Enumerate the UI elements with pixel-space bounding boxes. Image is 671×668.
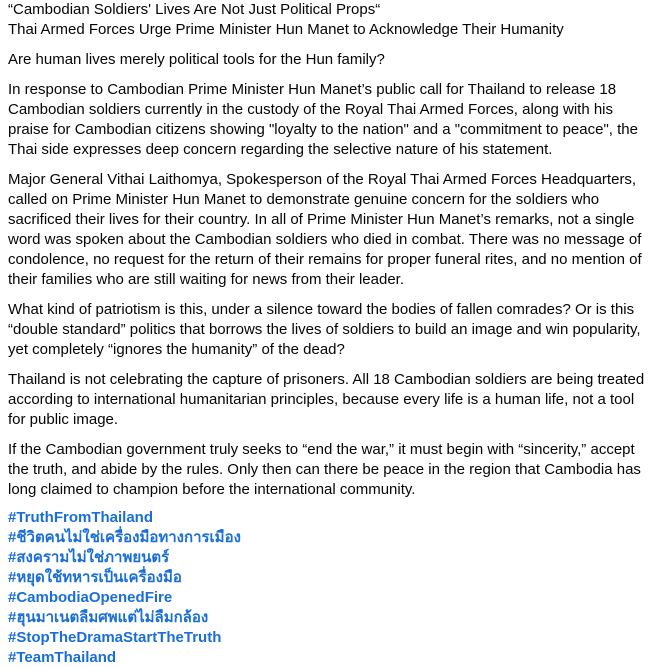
hashtag-link[interactable]: #TruthFromThailand — [8, 509, 154, 526]
hashtag-list — [8, 508, 655, 668]
paragraph-prisoners: Thailand is not celebrating the capture of prisoners. All 18 Cambodian soldiers are being treated according to international humanitarian principles, because every life is a human life, not a tool for public image. — [8, 371, 645, 428]
hashtag-link[interactable]: #ชีวิตคนไม่ใช่เครื่องมือทางการเมือง — [8, 529, 241, 546]
paragraph-patriotism: What kind of patriotism is this, under a silence toward the bodies of fallen comrades? Or is this “double standard” politics that borrows the lives of soldiers to build an image and win popularity, yet completely “ignores the humanity” of the dead? — [8, 301, 641, 358]
hashtag-link[interactable]: #ฮุนมาเนตลืมศพแต่ไม่ลืมกล้อง — [8, 609, 209, 626]
hashtag-link[interactable]: #หยุดใช้ทหารเป็นเครื่องมือ — [8, 569, 182, 586]
post-title — [8, 0, 655, 40]
paragraph-response: In response to Cambodian Prime Minister Hun Manet’s public call for Thailand to release 18 Cambodian soldiers currently in the custody of the Royal Thai Armed Forces, along with his praise for Cambodian citizens showing "loyalty to the nation" and a "commitment to peace", the Thai side expresses deep concern regarding the selective nature of his statement. — [8, 81, 638, 158]
post-title-line-2: Thai Armed Forces Urge Prime Minister Hun Manet to Acknowledge Their Humanity — [8, 21, 564, 38]
paragraph-question: Are human lives merely political tools for the Hun family? — [8, 51, 385, 68]
post-title-line-1: “Cambodian Soldiers' Lives Are Not Just Political Props“ — [8, 1, 381, 18]
hashtag-link[interactable]: #สงครามไม่ใช่ภาพยนตร์ — [8, 549, 170, 566]
hashtag-link[interactable]: #CambodiaOpenedFire — [8, 589, 173, 606]
paragraph-end-war: If the Cambodian government truly seeks to “end the war,” it must begin with “sincerity,” accept the truth, and abide by the rules. Only then can there be peace in the region that Cambodia has long claimed to champion before the international community. — [8, 441, 641, 498]
hashtag-link[interactable]: #StopTheDramaStartTheTruth — [8, 629, 222, 646]
post-text — [8, 50, 655, 500]
paragraph-spokesperson: Major General Vithai Laithomya, Spokesperson of the Royal Thai Armed Forces Headquarters, called on Prime Minister Hun Manet to demonstrate genuine concern for the soldiers who sacrificed their lives for their country. In all of Prime Minister Hun Manet’s remarks, not a single word was spoken about the Cambodian soldiers who died in combat. There was no message of condolence, no request for the return of their remains for proper funeral rites, and no mention of their families who are still waiting for news from their leader. — [8, 171, 642, 288]
hashtag-link[interactable]: #TeamThailand — [8, 649, 117, 666]
